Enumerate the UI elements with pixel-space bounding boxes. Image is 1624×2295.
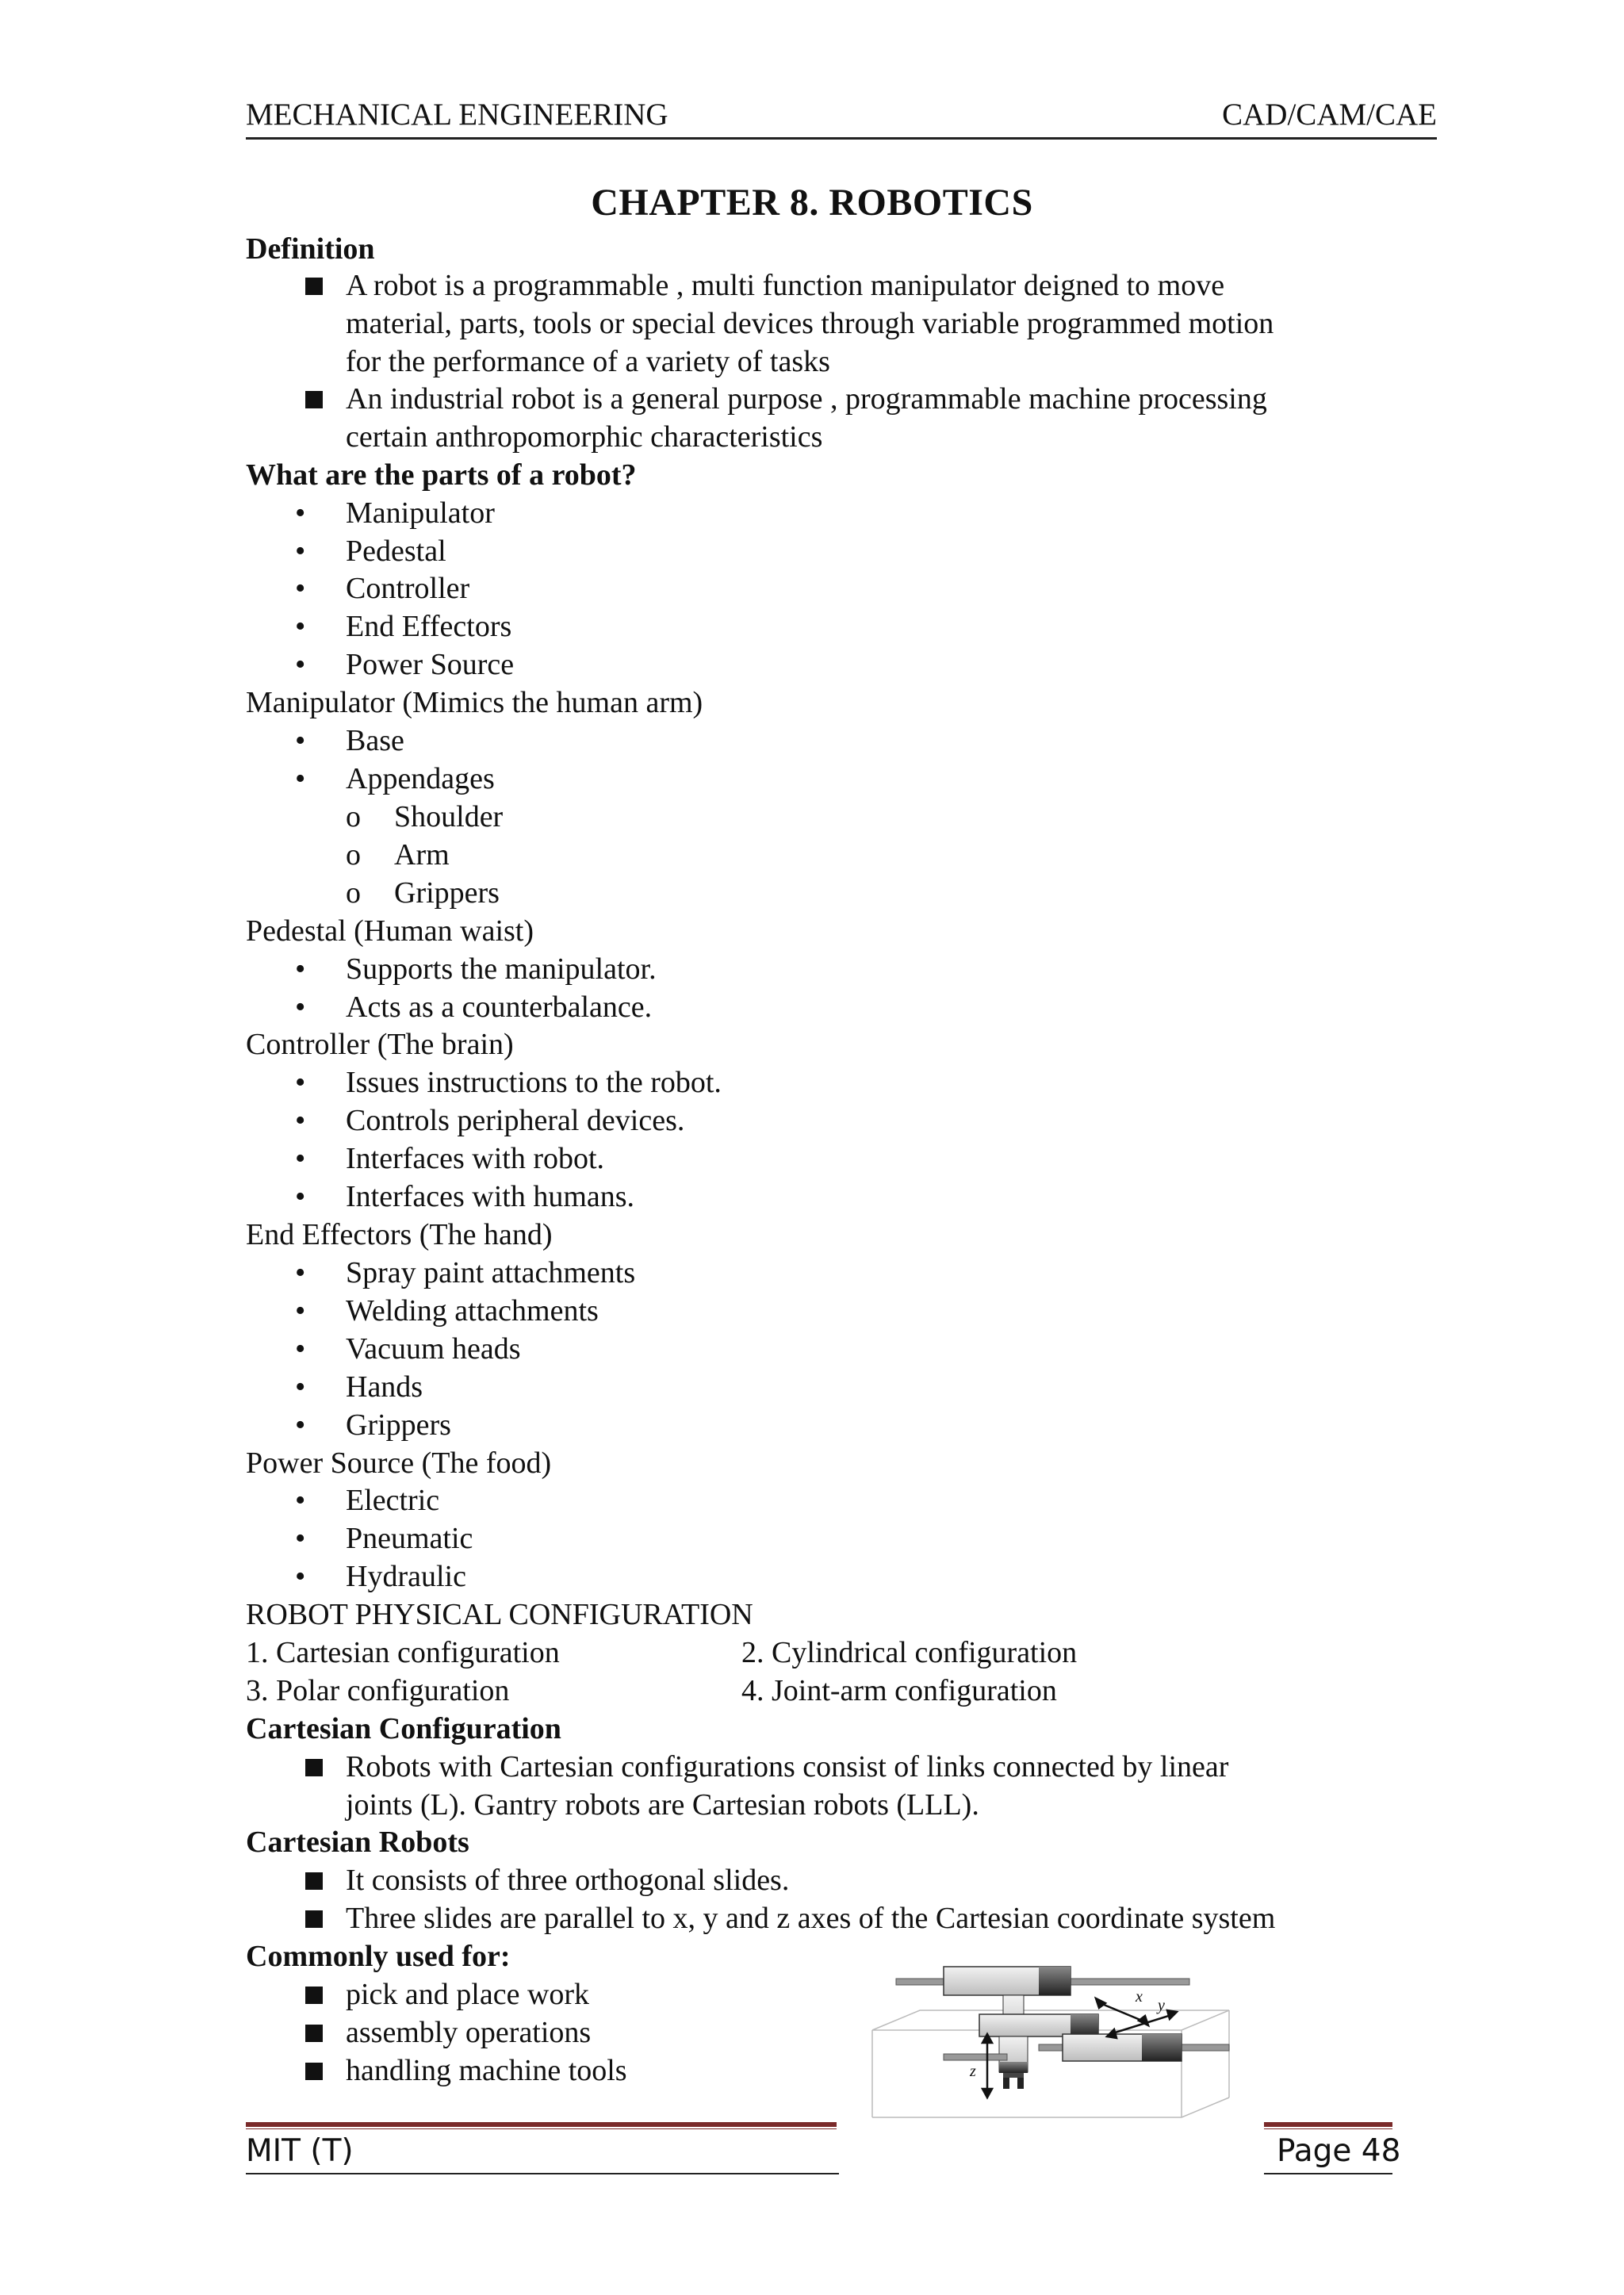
cartesian-robots-heading: Cartesian Robots bbox=[246, 1826, 469, 1859]
footer-underline-right bbox=[1264, 2173, 1392, 2174]
list-item: Interfaces with robot. bbox=[346, 1142, 605, 1175]
sub-list-item: Shoulder bbox=[394, 800, 504, 833]
list-item: Appendages bbox=[346, 762, 495, 795]
manipulator-heading: Manipulator (Mimics the human arm) bbox=[246, 686, 703, 719]
bullet-icon: • bbox=[295, 572, 306, 605]
bullet-icon: • bbox=[295, 1066, 306, 1099]
list-item: handling machine tools bbox=[346, 2054, 627, 2087]
bullet-icon: • bbox=[295, 952, 306, 986]
bullet-icon: • bbox=[295, 1332, 306, 1366]
page-number: Page 48 bbox=[1277, 2133, 1401, 2169]
bullet-icon: • bbox=[295, 762, 306, 795]
footer-rule-left-thick bbox=[246, 2122, 837, 2127]
bullet-icon: • bbox=[295, 1484, 306, 1517]
parts-heading: What are the parts of a robot? bbox=[246, 458, 637, 492]
cartesian-config-heading: Cartesian Configuration bbox=[246, 1712, 561, 1745]
list-item: Pedestal bbox=[346, 534, 446, 568]
cartesian-robot-figure bbox=[841, 1935, 1269, 2141]
pedestal-heading: Pedestal (Human waist) bbox=[246, 914, 534, 948]
definition-line: An industrial robot is a general purpose , programmable machine processing bbox=[346, 382, 1267, 416]
square-bullet-icon bbox=[305, 1759, 323, 1776]
config-item: 2. Cylindrical configuration bbox=[741, 1636, 1078, 1669]
definition-line: certain anthropomorphic characteristics bbox=[346, 420, 823, 454]
bullet-icon: • bbox=[295, 1522, 306, 1555]
definition-line: material, parts, tools or special devices through variable programmed motion bbox=[346, 307, 1274, 340]
square-bullet-icon bbox=[305, 391, 323, 408]
list-item: Acts as a counterbalance. bbox=[346, 990, 653, 1024]
footer-left: MIT (T) bbox=[246, 2133, 354, 2169]
header-left: MECHANICAL ENGINEERING bbox=[246, 98, 668, 132]
list-item: Hydraulic bbox=[346, 1560, 466, 1593]
list-item: Base bbox=[346, 724, 404, 757]
bullet-icon: • bbox=[295, 610, 306, 643]
list-item: Hands bbox=[346, 1370, 423, 1404]
sub-list-item: Grippers bbox=[394, 876, 500, 910]
controller-heading: Controller (The brain) bbox=[246, 1028, 514, 1061]
list-item: Power Source bbox=[346, 648, 515, 681]
bullet-icon: • bbox=[295, 1408, 306, 1442]
power-heading: Power Source (The food) bbox=[246, 1446, 552, 1480]
bullet-icon: • bbox=[295, 1370, 306, 1404]
footer-rule-right-thin bbox=[1264, 2128, 1392, 2129]
config-heading: ROBOT PHYSICAL CONFIGURATION bbox=[246, 1598, 753, 1631]
bullet-icon: • bbox=[295, 1560, 306, 1593]
bullet-icon: • bbox=[295, 724, 306, 757]
axis-y-label: y bbox=[1158, 1997, 1165, 2014]
bullet-icon: • bbox=[295, 1294, 306, 1328]
square-bullet-icon bbox=[305, 2025, 323, 2042]
list-item: Welding attachments bbox=[346, 1294, 599, 1328]
axis-x-label: x bbox=[1136, 1988, 1143, 2006]
square-bullet-icon bbox=[305, 1872, 323, 1890]
definition-heading: Definition bbox=[246, 232, 375, 266]
commonly-heading: Commonly used for: bbox=[246, 1940, 511, 1973]
square-bullet-icon bbox=[305, 278, 323, 295]
chapter-title: CHAPTER 8. ROBOTICS bbox=[591, 182, 1033, 224]
square-bullet-icon bbox=[305, 2063, 323, 2080]
square-bullet-icon bbox=[305, 1987, 323, 2004]
list-item: Electric bbox=[346, 1484, 440, 1517]
axis-z-label: z bbox=[970, 2063, 976, 2080]
list-item: Vacuum heads bbox=[346, 1332, 521, 1366]
list-item: Supports the manipulator. bbox=[346, 952, 657, 986]
sub-list-item: Arm bbox=[394, 838, 450, 872]
bullet-icon: • bbox=[295, 1256, 306, 1289]
bullet-icon: • bbox=[295, 990, 306, 1024]
list-item: Three slides are parallel to x, y and z axes of the Cartesian coordinate system bbox=[346, 1902, 1276, 1935]
bullet-icon: • bbox=[295, 1180, 306, 1213]
square-bullet-icon bbox=[305, 1910, 323, 1928]
list-item: Interfaces with humans. bbox=[346, 1180, 635, 1213]
circle-bullet-icon: o bbox=[346, 838, 361, 872]
footer-underline-left bbox=[246, 2173, 839, 2174]
list-item: Controller bbox=[346, 572, 470, 605]
config-item: 1. Cartesian configuration bbox=[246, 1636, 560, 1669]
bullet-icon: • bbox=[295, 534, 306, 568]
bullet-icon: • bbox=[295, 1142, 306, 1175]
config-item: 4. Joint-arm configuration bbox=[741, 1674, 1057, 1707]
end-effectors-heading: End Effectors (The hand) bbox=[246, 1218, 553, 1251]
footer-rule-right-thick bbox=[1264, 2122, 1392, 2127]
bullet-icon: • bbox=[295, 648, 306, 681]
list-item: assembly operations bbox=[346, 2016, 592, 2049]
circle-bullet-icon: o bbox=[346, 876, 361, 910]
bullet-icon: • bbox=[295, 496, 306, 530]
definition-line: A robot is a programmable , multi function manipulator deigned to move bbox=[346, 269, 1225, 302]
list-item: Pneumatic bbox=[346, 1522, 473, 1555]
list-item: Grippers bbox=[346, 1408, 451, 1442]
footer-rule-left-thin bbox=[246, 2128, 837, 2129]
circle-bullet-icon: o bbox=[346, 800, 361, 833]
list-item: Controls peripheral devices. bbox=[346, 1104, 685, 1137]
definition-line: for the performance of a variety of tasks bbox=[346, 345, 830, 378]
header-right: CAD/CAM/CAE bbox=[1222, 98, 1437, 132]
list-item: It consists of three orthogonal slides. bbox=[346, 1864, 790, 1897]
list-item: End Effectors bbox=[346, 610, 512, 643]
list-item: Manipulator bbox=[346, 496, 495, 530]
bullet-icon: • bbox=[295, 1104, 306, 1137]
header-rule bbox=[246, 137, 1437, 140]
list-item: Spray paint attachments bbox=[346, 1256, 636, 1289]
paragraph-line: joints (L). Gantry robots are Cartesian robots (LLL). bbox=[346, 1788, 979, 1822]
list-item: Issues instructions to the robot. bbox=[346, 1066, 722, 1099]
config-item: 3. Polar configuration bbox=[246, 1674, 510, 1707]
paragraph-line: Robots with Cartesian configurations consist of links connected by linear bbox=[346, 1750, 1229, 1784]
list-item: pick and place work bbox=[346, 1978, 590, 2011]
